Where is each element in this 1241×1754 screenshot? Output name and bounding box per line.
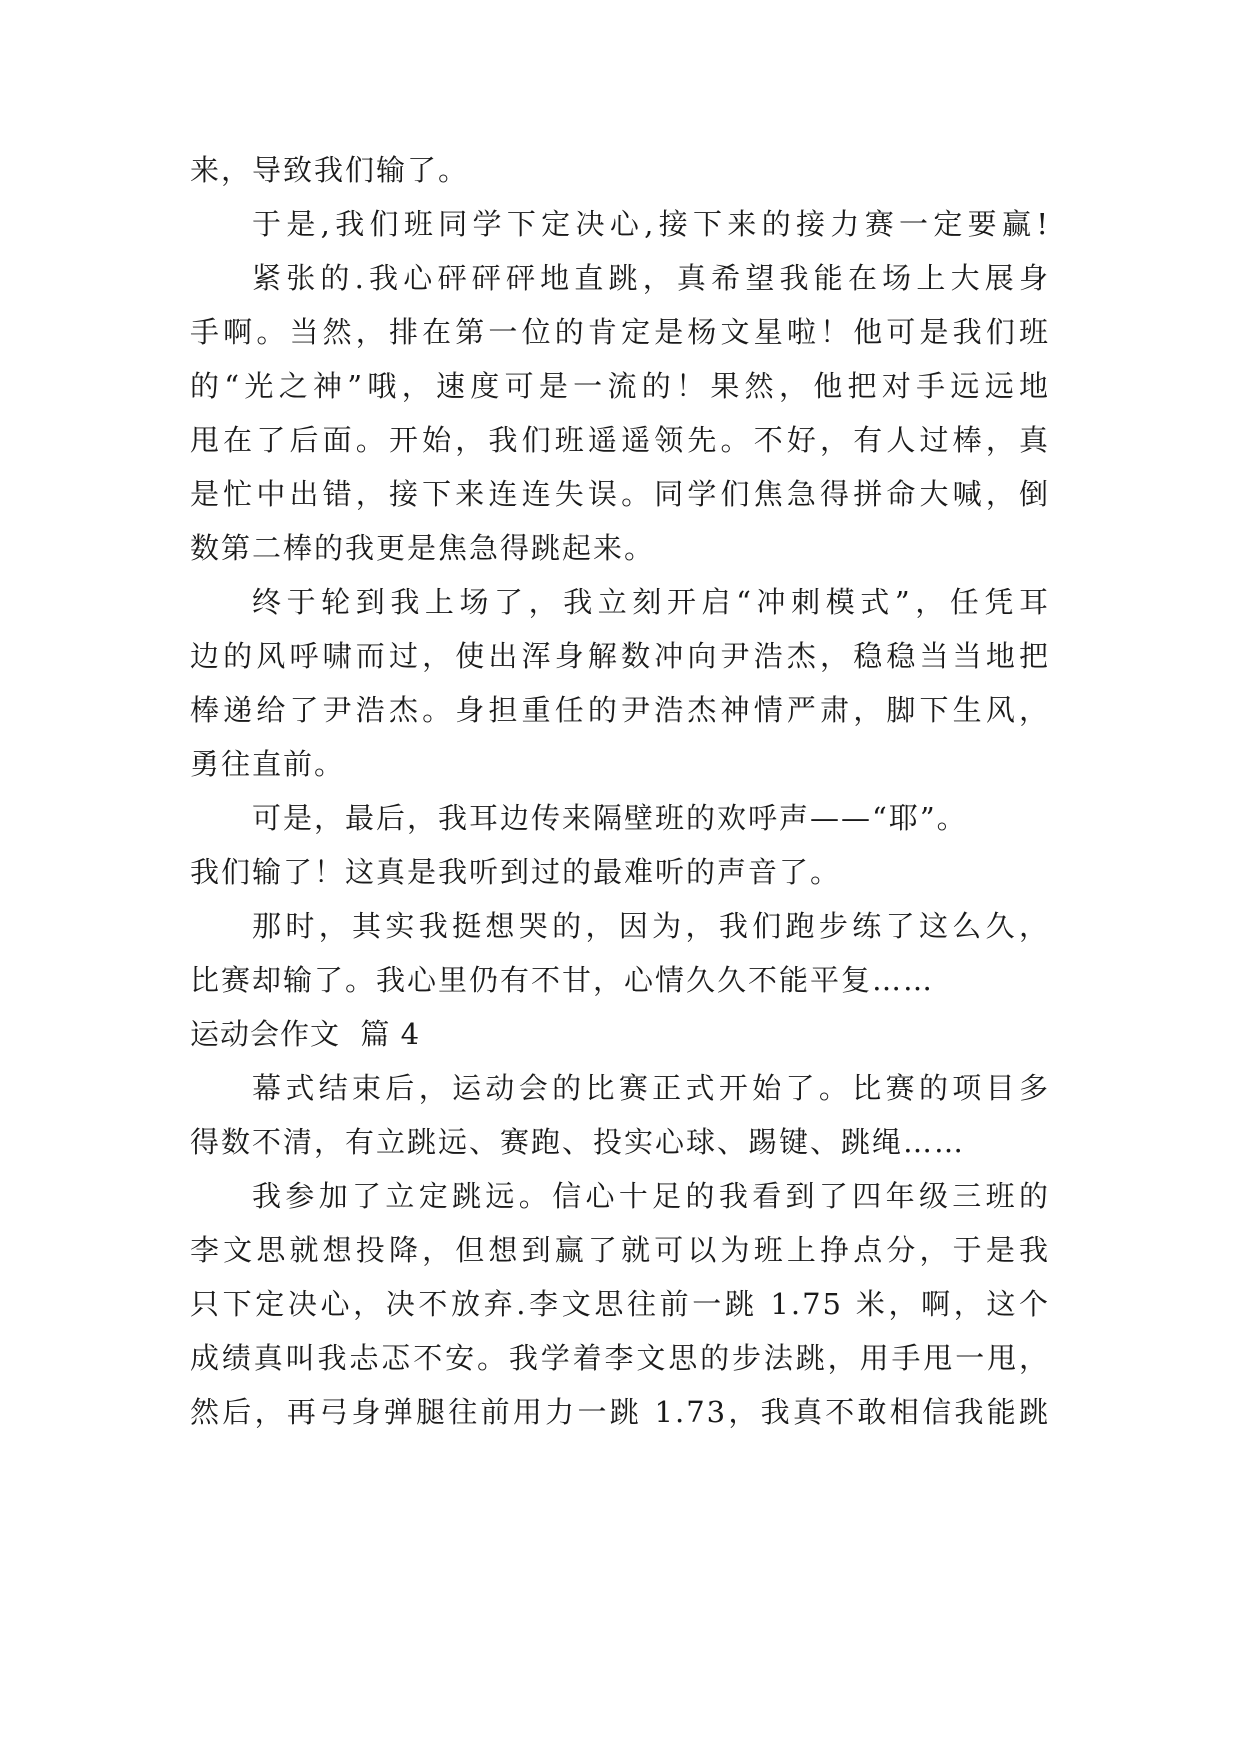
text-line: 李文思就想投降，但想到赢了就可以为班上挣点分，于是我: [190, 1233, 1050, 1267]
text-line: 数第二棒的我更是焦急得跳起来。: [190, 531, 656, 565]
paragraph-start-line: 终于轮到我上场了，我立刻开启“冲刺模式”，任凭耳: [252, 585, 1050, 619]
section-heading: 运动会作文 篇 4: [190, 1017, 421, 1051]
text-line: 勇往直前。: [190, 747, 346, 781]
text-line: 的“光之神”哦，速度可是一流的！果然，他把对手远远地: [190, 369, 1050, 403]
text-line: 成绩真叫我忐忑不安。我学着李文思的步法跳，用手甩一甩，: [190, 1341, 1050, 1375]
text-line: 棒递给了尹浩杰。身担重任的尹浩杰神情严肃，脚下生风，: [190, 693, 1050, 727]
text-line: 甩在了后面。开始，我们班遥遥领先。不好，有人过棒，真: [190, 423, 1050, 457]
text-line: 比赛却输了。我心里仍有不甘，心情久久不能平复……: [190, 963, 935, 997]
text-line: 我们输了！这真是我听到过的最难听的声音了。: [190, 855, 842, 889]
text-line: 边的风呼啸而过，使出浑身解数冲向尹浩杰，稳稳当当地把: [190, 639, 1050, 673]
text-line: 得数不清，有立跳远、赛跑、投实心球、踢键、跳绳……: [190, 1125, 966, 1159]
text-line: 手啊。当然，排在第一位的肯定是杨文星啦！他可是我们班: [190, 315, 1050, 349]
text-line: 只下定决心，决不放弃.李文思往前一跳 1.75 米，啊，这个: [190, 1287, 1050, 1321]
paragraph-start-line: 我参加了立定跳远。信心十足的我看到了四年级三班的: [252, 1179, 1050, 1213]
paragraph-start-line: 于是,我们班同学下定决心,接下来的接力赛一定要赢!: [252, 207, 1050, 241]
paragraph-start-line: 那时，其实我挺想哭的，因为，我们跑步练了这么久，: [252, 909, 1050, 943]
text-line: 来，导致我们输了。: [190, 153, 470, 187]
paragraph-start-line: 幕式结束后，运动会的比赛正式开始了。比赛的项目多: [252, 1071, 1050, 1105]
paragraph-start-line: 可是，最后，我耳边传来隔壁班的欢呼声——“耶”。: [252, 801, 968, 835]
paragraph-start-line: 紧张的.我心砰砰砰地直跳，真希望我能在场上大展身: [252, 261, 1050, 295]
text-line: 然后，再弓身弹腿往前用力一跳 1.73，我真不敢相信我能跳: [190, 1395, 1050, 1429]
text-line: 是忙中出错，接下来连连失误。同学们焦急得拼命大喊，倒: [190, 477, 1050, 511]
